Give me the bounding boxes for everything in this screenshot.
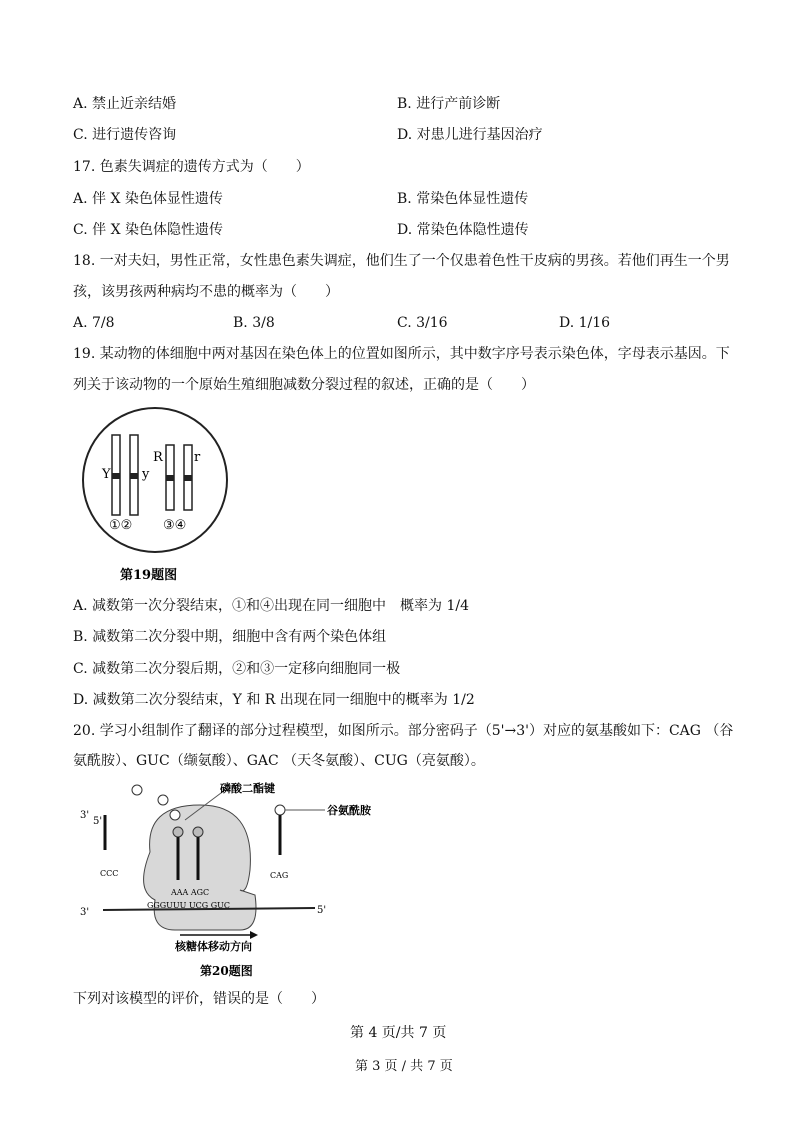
trna-end-3: 3' xyxy=(80,810,90,821)
chromosome-numbers-12: ①② xyxy=(109,518,133,533)
mrna-end-3: 3' xyxy=(80,907,90,918)
q17-option-d: D. 常染色体隐性遗传 xyxy=(397,222,529,238)
mrna-sequence: GGGUUU UCG GUC xyxy=(147,901,230,910)
q18-stem-1: 18. 一对夫妇，男性正常，女性患色素失调症，他们生了一个仅患着色性干皮病的男孩。若他们再生一个男 xyxy=(73,253,730,269)
anticodon-right: CAG xyxy=(270,871,289,880)
figure-19-caption: 第19题图 xyxy=(120,568,178,583)
q19-option-c: C. 减数第二次分裂后期，②和③一定移向细胞同一极 xyxy=(73,661,401,677)
outer-page-number: 第 3 页 / 共 7 页 xyxy=(355,1059,453,1074)
q18-stem-2: 孩，该男孩两种病均不患的概率为（ ） xyxy=(73,284,339,300)
q16-option-d: D. 对患儿进行基因治疗 xyxy=(397,127,543,143)
figure-20-caption: 第20题图 xyxy=(200,964,253,978)
figure-19-chromosomes xyxy=(75,405,235,585)
trna-end-5: 5' xyxy=(93,816,103,827)
q18-option-d: D. 1/16 xyxy=(559,315,611,331)
q17-stem: 17. 色素失调症的遗传方式为（ ） xyxy=(73,159,310,175)
gene-r: r xyxy=(194,450,201,465)
inner-page-number: 第 4 页/共 7 页 xyxy=(350,1025,447,1041)
q17-option-a: A. 伴 X 染色体显性遗传 xyxy=(73,191,223,207)
q18-option-a: A. 7/8 xyxy=(73,315,115,331)
anticodons-inside: AAA AGC xyxy=(171,888,210,897)
label-glutamine: 谷氨酰胺 xyxy=(327,804,371,817)
q16-option-c: C. 进行遗传咨询 xyxy=(73,127,177,143)
q16-option-b: B. 进行产前诊断 xyxy=(397,96,501,112)
ribosome-direction-label: 核糖体移动方向 xyxy=(175,940,252,953)
gene-R: R xyxy=(153,450,163,465)
q19-option-a: A. 减数第一次分裂结束，①和④出现在同一细胞中 概率为 1/4 xyxy=(73,598,469,614)
chromosome-numbers-34: ③④ xyxy=(163,518,187,533)
gene-Y: Y xyxy=(102,467,111,482)
q20-stem-3: 下列对该模型的评价，错误的是（ ） xyxy=(73,991,325,1007)
figure-20-translation xyxy=(75,780,395,980)
q19-option-b: B. 减数第二次分裂中期，细胞中含有两个染色体组 xyxy=(73,629,387,645)
gene-y: y xyxy=(142,467,150,482)
q19-option-d: D. 减数第二次分裂结束，Y 和 R 出现在同一细胞中的概率为 1/2 xyxy=(73,692,475,708)
q16-option-a: A. 禁止近亲结婚 xyxy=(73,96,177,112)
q20-stem-2: 氨酰胺）、GUC（缬氨酸）、GAC （天冬氨酸）、CUG（亮氨酸）。 xyxy=(73,753,485,769)
q19-stem-2: 列关于该动物的一个原始生殖细胞减数分裂过程的叙述，正确的是（ ） xyxy=(73,377,535,393)
q20-stem-1: 20. 学习小组制作了翻译的部分过程模型，如图所示。部分密码子（5'→3'）对应的氨基酸如下：CAG （谷 xyxy=(73,723,734,739)
mrna-end-5: 5' xyxy=(317,905,327,916)
q18-option-c: C. 3/16 xyxy=(397,315,448,331)
q17-option-b: B. 常染色体显性遗传 xyxy=(397,191,529,207)
anticodon-left: CCC xyxy=(100,869,119,878)
q18-option-b: B. 3/8 xyxy=(233,315,275,331)
label-phosphodiester-bond: 磷酸二酯键 xyxy=(220,782,275,795)
q19-stem-1: 19. 某动物的体细胞中两对基因在染色体上的位置如图所示，其中数字序号表示染色体，字母表示基因。下 xyxy=(73,346,730,362)
q17-option-c: C. 伴 X 染色体隐性遗传 xyxy=(73,222,223,238)
